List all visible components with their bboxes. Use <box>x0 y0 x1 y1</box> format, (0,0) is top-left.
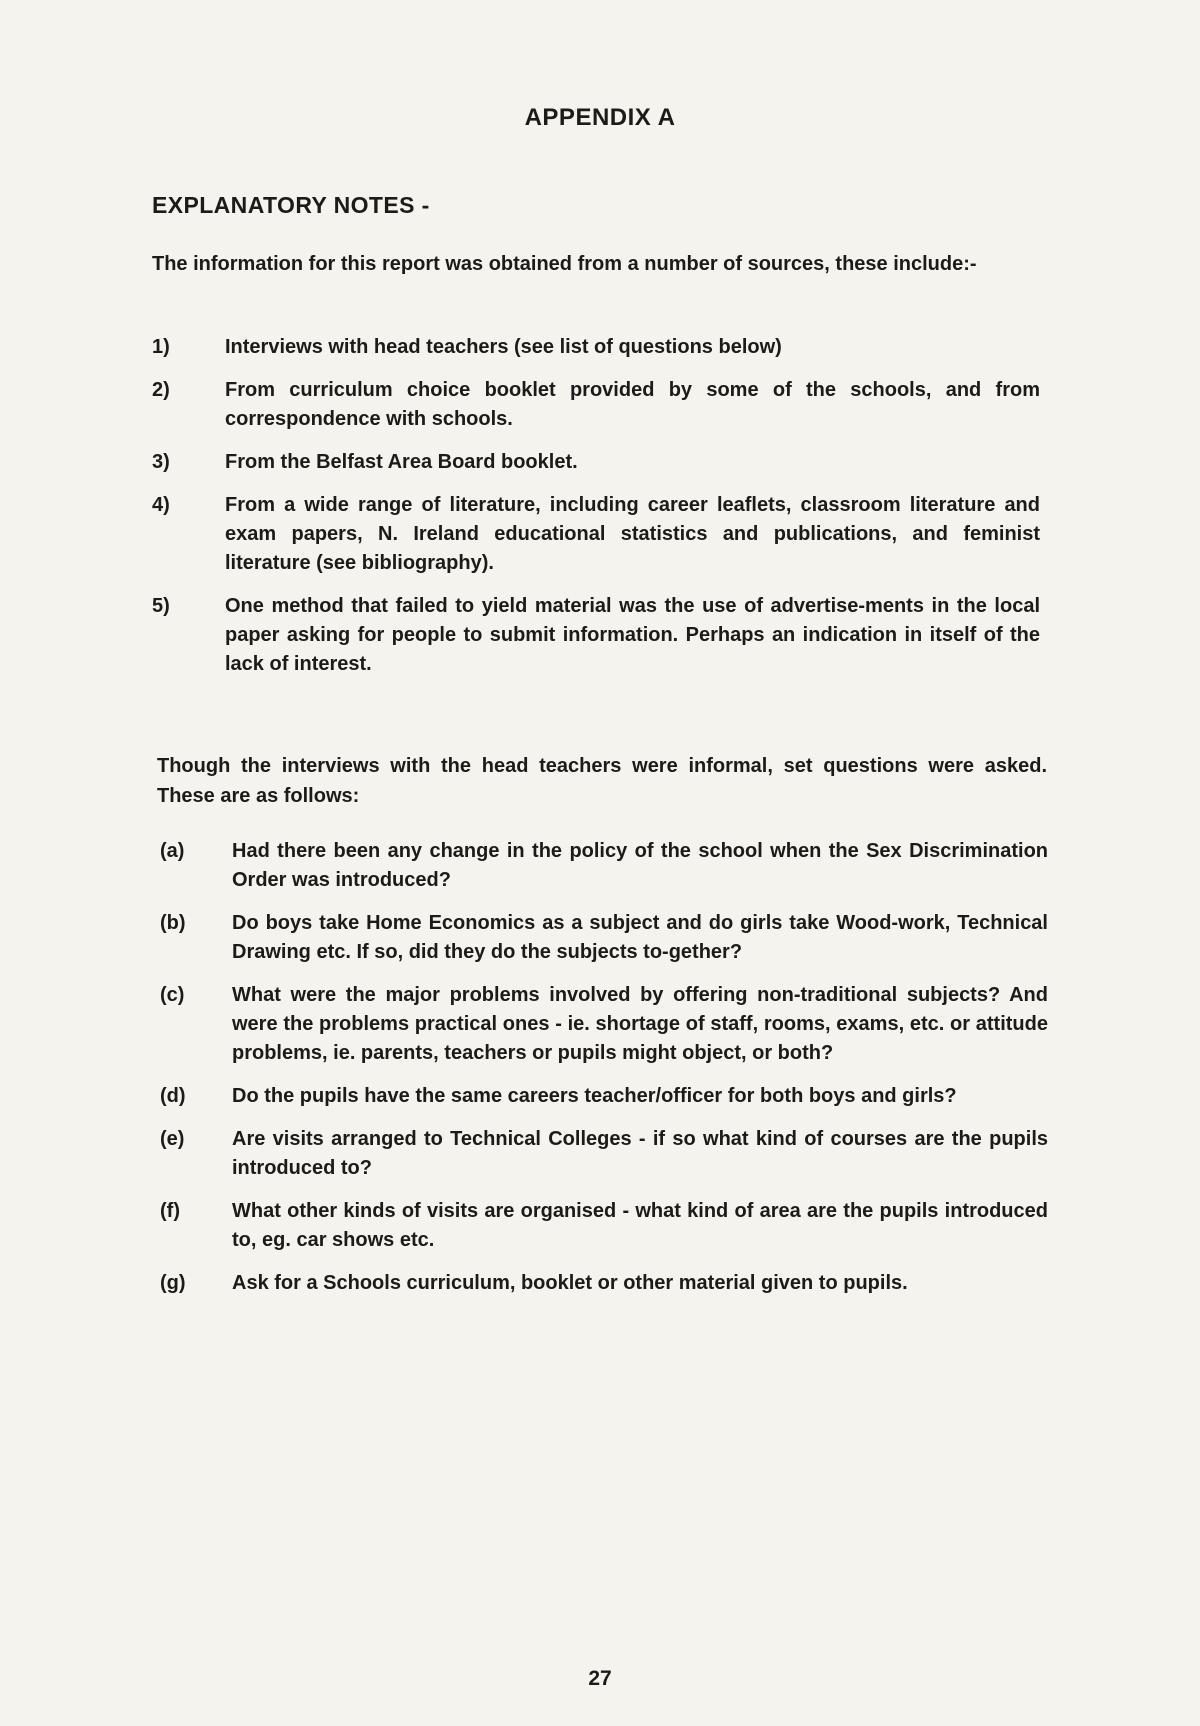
question-marker: (a) <box>160 840 185 862</box>
source-item <box>152 376 1040 434</box>
questions-list <box>160 837 1048 1312</box>
question-text: Do boys take Home Economics as a subject and do girls take Wood-work, Technical Drawing etc. If so, did they do the subjects to-gether? <box>232 912 1048 963</box>
question-text: What other kinds of visits are organised - what kind of area are the pupils introduced to, eg. car shows etc. <box>232 1200 1048 1251</box>
sources-list <box>152 333 1040 693</box>
source-item <box>152 333 1040 362</box>
question-item <box>160 981 1048 1068</box>
question-text: What were the major problems involved by offering non-traditional subjects? And were the problems practical ones - ie. shortage of staff, rooms, exams, etc. or attitude problems, ie. parents, teachers or pupils might object, or both? <box>232 984 1048 1064</box>
source-item <box>152 448 1040 477</box>
question-item <box>160 1197 1048 1255</box>
source-marker: 2) <box>152 379 170 401</box>
question-marker: (g) <box>160 1272 186 1294</box>
source-text: Interviews with head teachers (see list of questions below) <box>225 336 782 358</box>
question-marker: (d) <box>160 1085 186 1107</box>
source-marker: 4) <box>152 494 170 516</box>
question-item <box>160 1269 1048 1298</box>
question-item <box>160 837 1048 895</box>
source-text: From the Belfast Area Board booklet. <box>225 451 578 473</box>
question-marker: (f) <box>160 1200 180 1222</box>
question-item <box>160 1125 1048 1183</box>
question-marker: (e) <box>160 1128 185 1150</box>
source-item <box>152 491 1040 578</box>
intro-paragraph: The information for this report was obtained from a number of sources, these include:- <box>152 253 977 275</box>
section-heading: EXPLANATORY NOTES - <box>152 192 430 218</box>
source-marker: 1) <box>152 336 170 358</box>
source-item <box>152 592 1040 679</box>
source-text: From a wide range of literature, including career leaflets, classroom literature and exam papers, N. Ireland educational statistics and publications, and feminist literature (see bibliography). <box>225 494 1040 574</box>
question-text: Had there been any change in the policy of the school when the Sex Discrimination Order was introduced? <box>232 840 1048 891</box>
question-marker: (c) <box>160 984 185 1006</box>
question-item <box>160 909 1048 967</box>
source-text: From curriculum choice booklet provided by some of the schools, and from correspondence with schools. <box>225 379 1040 430</box>
question-text: Do the pupils have the same careers teacher/officer for both boys and girls? <box>232 1085 957 1107</box>
page-number: 27 <box>588 1667 612 1690</box>
question-text: Ask for a Schools curriculum, booklet or other material given to pupils. <box>232 1272 908 1294</box>
source-marker: 3) <box>152 451 170 473</box>
question-text: Are visits arranged to Technical Colleges - if so what kind of courses are the pupils introduced to? <box>232 1128 1048 1179</box>
question-marker: (b) <box>160 912 186 934</box>
page-title: APPENDIX A <box>524 104 676 131</box>
source-text: One method that failed to yield material was the use of advertise-ments in the local paper asking for people to submit information. Perhaps an indication in itself of the lack of interest. <box>225 595 1040 675</box>
question-item <box>160 1082 1048 1111</box>
questions-intro-paragraph: Though the interviews with the head teachers were informal, set questions were asked. These are as follows: <box>157 755 1047 807</box>
source-marker: 5) <box>152 595 170 617</box>
